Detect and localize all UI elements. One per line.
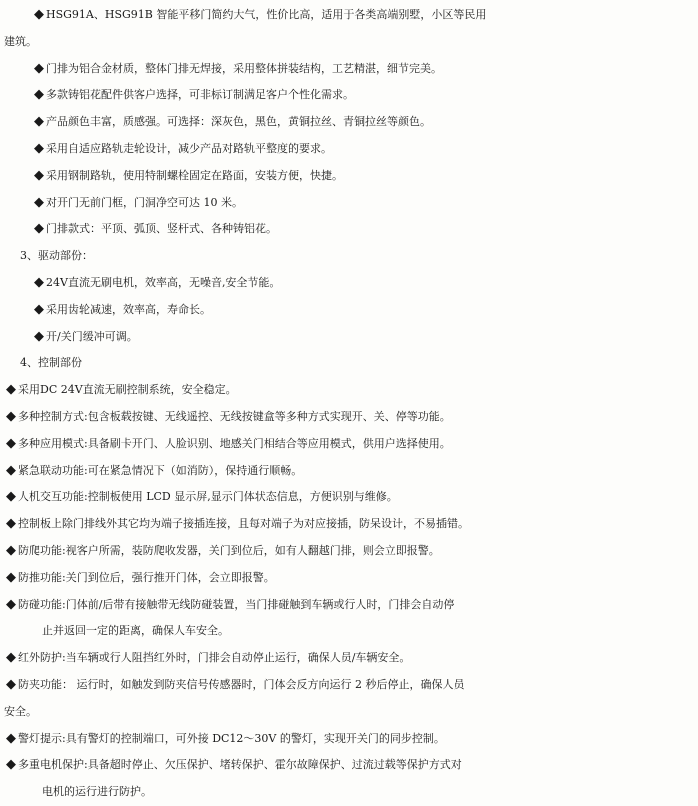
bullet-item: ◆ 警灯提示:具有警灯的控制端口，可外接 DC12～30V 的警灯，实现开关门的同步控制。 [0,726,698,753]
bullet-item: ◆ 多重电机保护:具备超时停止、欠压保护、堵转保护、霍尔故障保护、过流过载等保护方式对 [0,752,698,779]
bullet-item: ◆ 门排款式：平顶、弧顶、竖杆式、各种铸铝花。 [0,216,698,243]
bullet-item: ◆ 红外防护:当车辆或行人阻挡红外时，门排会自动停止运行，确保人员/车辆安全。 [0,645,698,672]
bullet-item: ◆ 采用DC 24V直流无刷控制系统，安全稳定。 [0,377,698,404]
bullet-item: ◆ 对开门无前门框，门洞净空可达 10 米。 [0,190,698,217]
bullet-item: ◆ 紧急联动功能:可在紧急情况下（如消防），保持通行顺畅。 [0,458,698,485]
bullet-item: ◆ 开/关门缓冲可调。 [0,324,698,351]
bullet-item: ◆ 多种应用模式:具备刷卡开门、人脸识别、地感关门相结合等应用模式，供用户选择使用。 [0,431,698,458]
bullet-item: ◆ 多种控制方式:包含板载按键、无线遥控、无线按键盒等多种方式实现开、关、停等功能。 [0,404,698,431]
bullet-item: ◆ 采用齿轮减速，效率高，寿命长。 [0,297,698,324]
bullet-item: ◆ 防夹功能： 运行时，如触发到防夹信号传感器时，门体会反方向运行 2 秒后停止，确保人员 [0,672,698,699]
bullet-item: ◆ 采用钢制路轨，使用特制螺栓固定在路面，安装方便，快捷。 [0,163,698,190]
bullet-item: ◆ 采用自适应路轨走轮设计，减少产品对路轨平整度的要求。 [0,136,698,163]
section-heading: 4、控制部份 [20,356,82,370]
text-line: 建筑。 [4,34,37,48]
section-heading: 3、驱动部份： [20,249,93,263]
bullet-item: ◆ 防爬功能:视客户所需，装防爬收发器，关门到位后，如有人翻越门排，则会立即报警。 [0,538,698,565]
bullet-item: ◆ 多款铸铝花配件供客户选择，可非标订制满足客户个性化需求。 [0,82,698,109]
bullet-item: ◆ HSG91A、HSG91B 智能平移门简约大气，性价比高，适用于各类高端别墅，小区等民用 [0,2,698,29]
text-line: 安全。 [4,704,37,718]
text-line: 电机的运行进行防护。 [42,785,152,799]
bullet-item: ◆ 防推功能:关门到位后，强行推开门体，会立即报警。 [0,565,698,592]
bullet-item: ◆ 门排为铝合金材质，整体门排无焊接，采用整体拼装结构，工艺精湛，细节完美。 [0,56,698,83]
bullet-item: ◆ 控制板上除门排线外其它均为端子接插连接，且每对端子为对应接插，防呆设计，不易插错。 [0,511,698,538]
text-line: 止并返回一定的距离，确保人车安全。 [42,624,229,638]
bullet-item: ◆ 产品颜色丰富，质感强。可选择：深灰色，黑色，黄铜拉丝、青铜拉丝等颜色。 [0,109,698,136]
bullet-item: ◆ 人机交互功能:控制板使用 LCD 显示屏,显示门体状态信息，方便识别与维修。 [0,484,698,511]
bullet-item: ◆ 24V直流无刷电机，效率高，无噪音,安全节能。 [0,270,698,297]
bullet-item: ◆ 防碰功能:门体前/后带有接触带无线防碰装置，当门排碰触到车辆或行人时，门排会自动停 [0,592,698,619]
